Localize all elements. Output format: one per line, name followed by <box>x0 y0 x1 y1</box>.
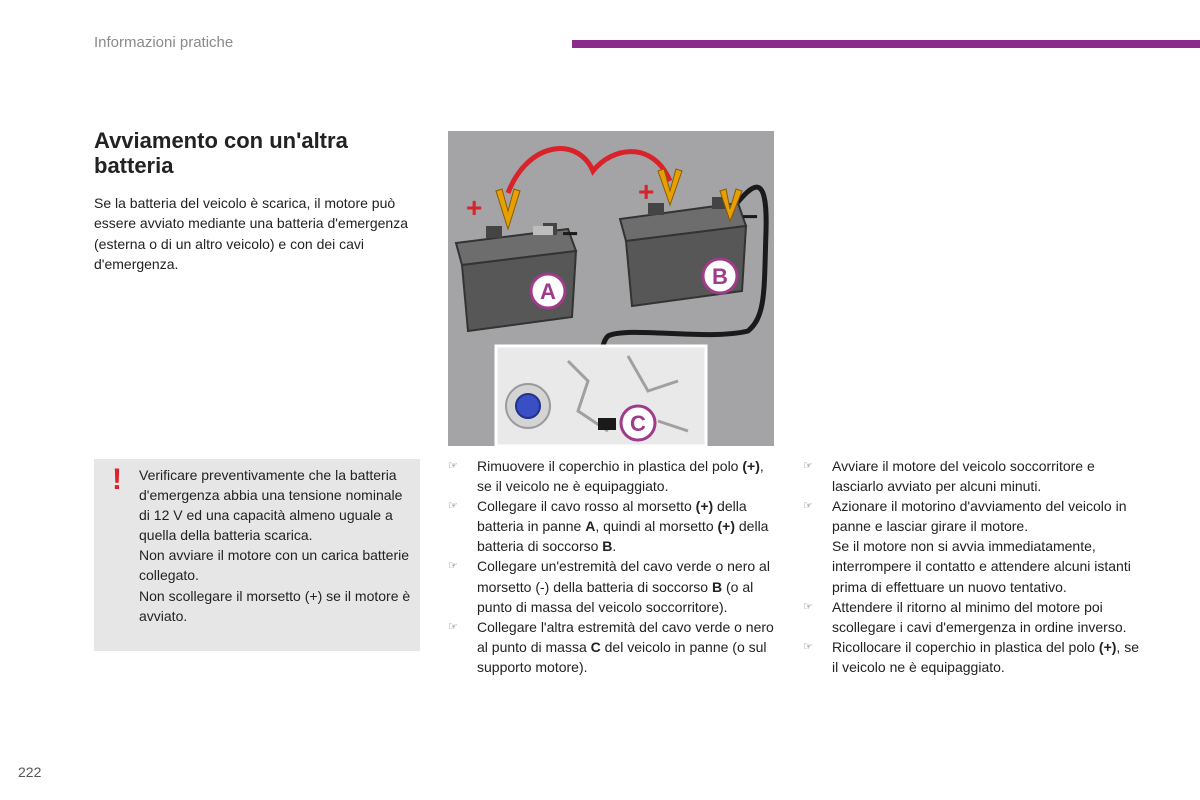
jump-start-illustration <box>448 131 774 446</box>
step-item <box>803 637 1143 677</box>
svg-text:A: A <box>540 279 556 304</box>
step-text: Attendere il ritorno al minimo del motore poi scollegare i cavi d'emergenza in ordine inverso. <box>832 598 1127 635</box>
page-number: 222 <box>18 764 42 780</box>
intro-paragraph: Se la batteria del veicolo è scarica, il motore può essere avviato mediante una batteria d'emergenza (esterna o di un altro veicolo) e con dei cavi d'emergenza. <box>94 195 408 273</box>
step-text: Rimuovere il coperchio in plastica del polo (+), se il veicolo ne è equipaggiato. <box>477 458 764 495</box>
step-item <box>448 617 778 677</box>
minus-symbol-b: − <box>742 201 759 232</box>
step-text: Ricollocare il coperchio in plastica del polo (+), se il veicolo ne è equipaggiato. <box>832 638 1139 675</box>
step-item <box>803 597 1143 637</box>
pointing-hand-icon: ☞ <box>803 500 813 513</box>
running-header: Informazioni pratiche <box>94 34 234 51</box>
label-badge-b <box>703 259 737 293</box>
header-accent-bar <box>572 40 1200 48</box>
clamp-icon <box>658 169 682 205</box>
step-item <box>803 496 1143 596</box>
steps-list-start <box>803 456 1143 677</box>
step-text: Collegare l'altra estremità del cavo verde o nero al punto di massa C del veicolo in panne (o sul supporto motore). <box>477 618 774 675</box>
step-text: Collegare il cavo rosso al morsetto (+) della batteria in panne A, quindi al morsetto (+) della batteria di soccorso B. <box>477 498 769 555</box>
plus-symbol-a: + <box>466 192 483 223</box>
pointing-hand-icon: ☞ <box>448 460 458 472</box>
jump-start-diagram <box>448 131 774 446</box>
step-text: Azionare il motorino d'avviamento del veicolo in panne e lasciar girare il motore. Se il motore non si avvia immediatamente, interrompere il contatto e attendere alcuni istanti prima di effettuare un nuovo tentativo. <box>832 498 1131 595</box>
plus-symbol-b: + <box>638 176 655 207</box>
warning-text <box>139 465 411 626</box>
minus-symbol-a: − <box>562 218 579 249</box>
pointing-hand-icon: ☞ <box>448 560 458 573</box>
step-text: Avviare il motore del veicolo soccorritore e lasciarlo avviato per alcuni minuti. <box>832 458 1095 495</box>
svg-text:B: B <box>712 264 728 289</box>
label-badge-c <box>621 406 655 440</box>
section-title: Avviamento con un'altra batteria <box>94 128 348 178</box>
pointing-hand-icon: ☞ <box>803 600 813 613</box>
warning-line: Verificare preventivamente che la batteria d'emergenza abbia una tensione nominale di 12 V ed una capacità almeno uguale a quella della batteria scarica. <box>139 467 403 544</box>
warning-line: Non avviare il motore con un carica batterie collegato. <box>139 547 410 584</box>
step-text: Collegare un'estremità del cavo verde o nero al morsetto (-) della batteria di soccorso B (o al punto di massa del veicolo soccorritore). <box>477 558 770 615</box>
step-item <box>803 456 1143 496</box>
pointing-hand-icon: ☞ <box>448 620 458 633</box>
engine-bay-inset <box>496 346 706 446</box>
label-badge-a <box>531 274 565 308</box>
steps-list-connect <box>448 456 778 677</box>
clamp-icon <box>496 189 520 229</box>
pointing-hand-icon: ☞ <box>803 640 813 653</box>
svg-text:C: C <box>630 411 646 436</box>
step-item <box>448 496 778 556</box>
pointing-hand-icon: ☞ <box>448 500 458 513</box>
warning-line: Non scollegare il morsetto (+) se il motore è avviato. <box>139 587 411 624</box>
pointing-hand-icon: ☞ <box>803 460 813 472</box>
step-item <box>448 556 778 616</box>
warning-icon: ! <box>112 463 122 496</box>
step-item <box>448 456 778 496</box>
